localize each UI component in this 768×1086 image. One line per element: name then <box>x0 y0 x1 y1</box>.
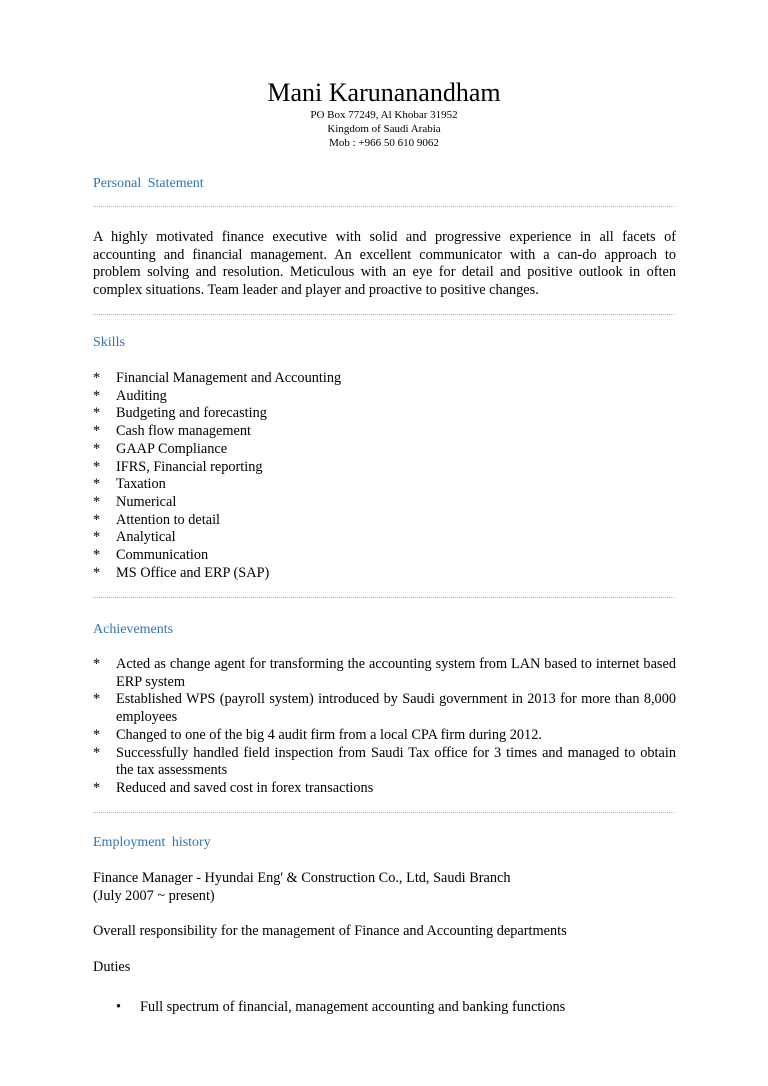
duties-label: Duties <box>93 959 131 975</box>
achievement-item: * Reduced and saved cost in forex transactions <box>93 779 374 796</box>
divider <box>93 206 674 207</box>
personal-statement-heading: Personal Statement <box>93 176 204 191</box>
divider <box>93 314 674 315</box>
achievement-item: * Acted as change agent for transforming the accounting system from LAN based to internet based ERP system <box>93 656 676 690</box>
skill-item: * Attention to detail <box>93 511 221 528</box>
bullet-dot: • <box>116 999 122 1015</box>
skill-item: * Cash flow management <box>93 423 251 440</box>
skill-item: * IFRS, Financial reporting <box>93 458 263 475</box>
resume-page: Mani Karunanandham PO Box 77249, Al Khobar 31952 Kingdom of Saudi Arabia Mob : +966 50 610 9062 Personal Statement A highly motivated finance executive with solid and progressive experience in all facets of accounting and financial management. An excellent communicator with a can-do approach to problem solving and resolution. Meticulous with an eye for detail and positive outlook in often complex situations. Team leader and player and proactive to positive changes. Skills * Financial Management and Accounting * Auditing * Budgeting and forecasting * Cash flow management * GAAP Compliance * IFRS, Financial reporting * Taxation * Numerical * Attention to detail * Analytical * Communication * MS Office and ERP (SAP) Achievements * Acted as change agent for transforming the accounting system from LAN based to internet based ERP system * Established WPS (payroll system) introduced by Saudi government in 2013 for more than 8,000 employees * Changed to one of the big 4 audit firm from a local CPA firm during 2012. * Successfully handled field inspection from Saudi Tax office for 3 times and managed to obtain the tax assessments * Reduced and saved cost in forex transactions Employment history Finance Manager - Hyundai Eng' & Construction Co., Ltd, Saudi Branch (July 2007 ~ present) Overall responsibility for the management of Finance and Accounting departments Duties • Full spectrum of financial, management accounting and banking functions <box>0 0 768 1086</box>
skill-item: * GAAP Compliance <box>93 440 228 457</box>
employment-heading: Employment history <box>93 835 211 850</box>
mobile-number: Mob : +966 50 610 9062 <box>329 137 439 149</box>
skill-item: * Auditing <box>93 387 167 404</box>
divider <box>93 597 674 598</box>
achievement-item: * Established WPS (payroll system) introduced by Saudi government in 2013 for more than 8,000 employees <box>93 691 676 726</box>
skill-item: * Communication <box>93 547 209 564</box>
address-line-2: Kingdom of Saudi Arabia <box>327 123 441 135</box>
candidate-name: Mani Karunanandham <box>267 78 501 107</box>
achievement-item: * Successfully handled field inspection from Saudi Tax office for 3 times and managed to obtain the tax assessments <box>93 744 676 779</box>
skills-heading: Skills <box>93 335 125 350</box>
skill-item: * Financial Management and Accounting <box>93 370 342 386</box>
skill-item: * Analytical <box>93 529 176 546</box>
address-line-1: PO Box 77249, Al Khobar 31952 <box>310 109 458 121</box>
personal-statement-text: A highly motivated finance executive with solid and progressive experience in all facets of accounting and financial management. An excellent communicator with a can-do approach to problem solving and resolution. Meticulous with an eye for detail and positive outlook in often complex situations. Team leader and player and proactive to positive changes. <box>93 229 676 298</box>
achievements-heading: Achievements <box>93 622 174 637</box>
contact-block <box>0 108 768 150</box>
skill-item: * Numerical <box>93 493 177 510</box>
achievement-item: * Changed to one of the big 4 audit firm from a local CPA firm during 2012. <box>93 726 542 743</box>
job-period: (July 2007 ~ present) <box>93 888 215 904</box>
skill-item: * Taxation <box>93 476 166 493</box>
job-title: Finance Manager - Hyundai Eng' & Construction Co., Ltd, Saudi Branch <box>93 870 511 886</box>
skills-list <box>93 370 341 582</box>
job-responsibility: Overall responsibility for the management of Finance and Accounting departments <box>93 923 567 939</box>
skill-item: * Budgeting and forecasting <box>93 405 267 422</box>
skill-item: * MS Office and ERP (SAP) <box>93 564 270 581</box>
achievements-list <box>93 656 676 798</box>
divider <box>93 812 674 813</box>
